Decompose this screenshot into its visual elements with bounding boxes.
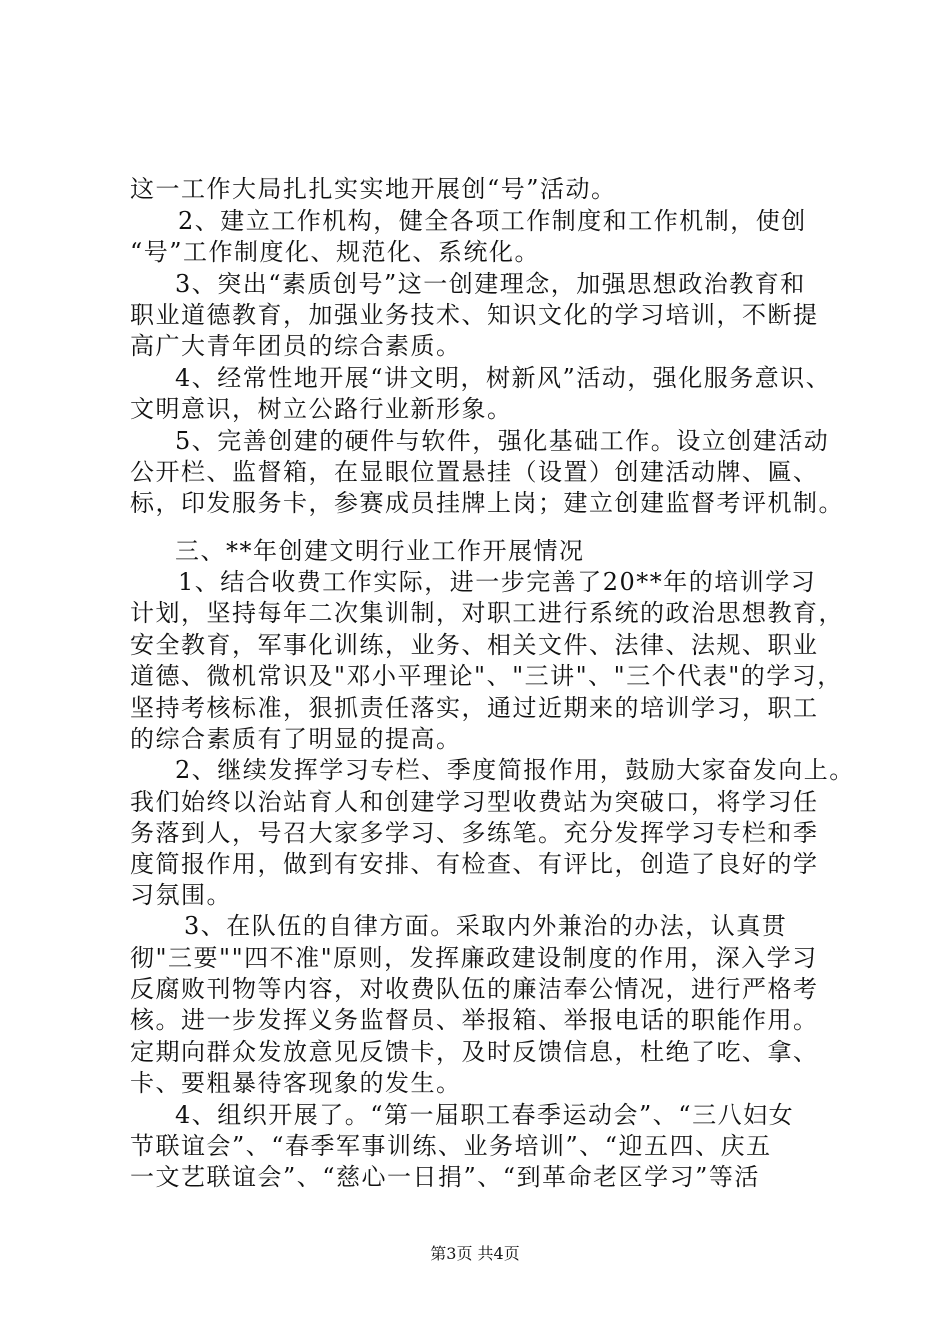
text-line: 公开栏、监督箱，在显眼位置悬挂（设置）创建活动牌、匾、 [130, 457, 819, 486]
text-line: 坚持考核标准，狠抓责任落实，通过近期来的培训学习，职工 [130, 693, 819, 722]
text-line: 文明意识，树立公路行业新形象。 [130, 394, 513, 423]
text-line: 2、建立工作机构，健全各项工作制度和工作机制，使创 [178, 206, 807, 235]
text-line: 标，印发服务卡，参赛成员挂牌上岗；建立创建监督考评机制。 [130, 488, 844, 517]
text-line: 职业道德教育，加强业务技术、知识文化的学习培训，不断提 [130, 300, 819, 329]
text-line: 3、在队伍的自律方面。采取内外兼治的办法，认真贯 [184, 912, 788, 941]
section-heading: 三、**年创建文明行业工作开展情况 [175, 536, 585, 565]
page-footer [0, 1244, 950, 1264]
text-line: 3、突出“素质创号”这一创建理念，加强思想政治教育和 [175, 269, 806, 298]
text-line: 习氛围。 [130, 881, 232, 910]
text-line: 4、经常性地开展“讲文明，树新风”活动，强化服务意识、 [175, 363, 832, 392]
text-line: 定期向群众发放意见反馈卡，及时反馈信息，杜绝了吃、拿、 [130, 1038, 819, 1067]
text-line: 4、组织开展了。“第一届职工春季运动会”、“三八妇女 [175, 1101, 795, 1129]
text-line: 节联谊会”、“春季军事训练、业务培训”、“迎五四、庆五 [130, 1132, 772, 1160]
text-line: 核。进一步发挥义务监督员、举报箱、举报电话的职能作用。 [130, 1006, 819, 1035]
text-line: 的综合素质有了明显的提高。 [130, 724, 462, 753]
text-line: 务落到人，号召大家多学习、多练笔。充分发挥学习专栏和季 [130, 818, 819, 847]
text-line: 安全教育，军事化训练，业务、相关文件、法律、法规、职业 [130, 630, 819, 659]
text-line: 卡、要粗暴待客现象的发生。 [130, 1069, 462, 1098]
page-number-label: 第3页 共4页 [430, 1244, 520, 1263]
text-line: 度简报作用，做到有安排、有检查、有评比，创造了良好的学 [130, 849, 819, 878]
text-line: “号”工作制度化、规范化、系统化。 [130, 237, 541, 266]
text-line: 计划，坚持每年二次集训制，对职工进行系统的政治思想教育， [130, 598, 844, 627]
text-line: 一文艺联谊会”、“慈心一日捐”、“到革命老区学习”等活 [130, 1163, 760, 1191]
text-line: 高广大青年团员的综合素质。 [130, 331, 462, 360]
text-line: 2、继续发挥学习专栏、季度简报作用，鼓励大家奋发向上。 [175, 755, 855, 784]
text-line: 这一工作大局扎扎实实地开展创“号”活动。 [130, 175, 617, 203]
text-line: 道德、微机常识及"邓小平理论"、"三讲"、"三个代表"的学习， [130, 661, 843, 690]
text-line: 反腐败刊物等内容，对收费队伍的廉洁奉公情况，进行严格考 [130, 975, 819, 1004]
text-line: 1、结合收费工作实际，进一步完善了20**年的培训学习 [178, 567, 817, 596]
text-line: 彻"三要""四不准"原则，发挥廉政建设制度的作用，深入学习 [130, 944, 818, 973]
text-line: 我们始终以治站育人和创建学习型收费站为突破口，将学习任 [130, 787, 819, 816]
text-line: 5、完善创建的硬件与软件，强化基础工作。设立创建活动 [175, 426, 830, 455]
